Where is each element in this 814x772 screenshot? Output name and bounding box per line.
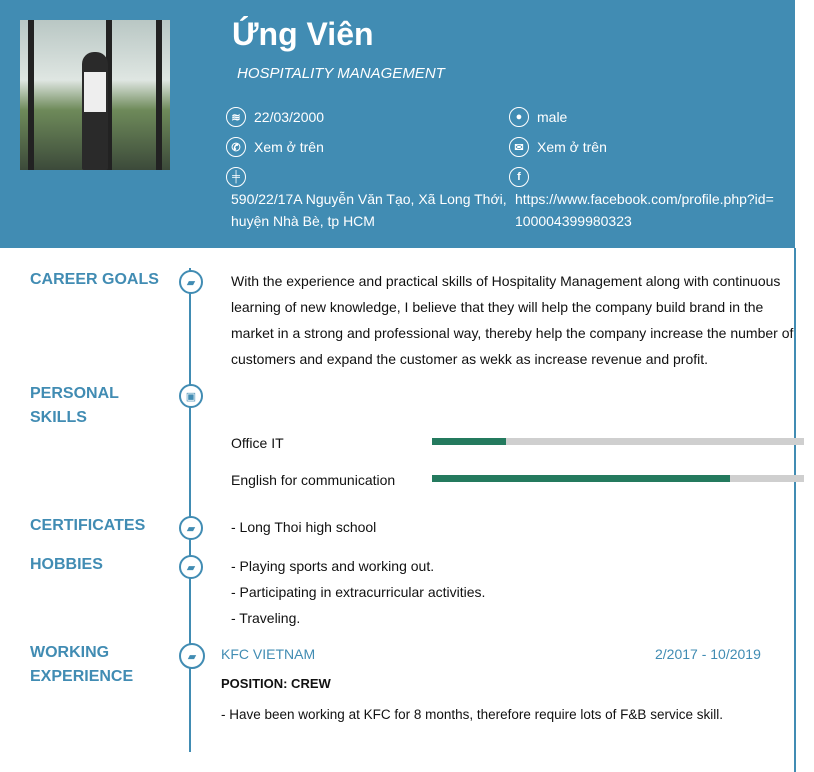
facebook-icon: f [509, 167, 529, 187]
book-icon: ▰ [179, 555, 203, 579]
personal-skills-heading: PERSONAL SKILLS [30, 385, 119, 426]
gender-info [509, 107, 567, 127]
hobby-item: - Traveling. [231, 610, 301, 626]
candidate-title: HOSPITALITY MANAGEMENT [237, 65, 445, 82]
position: POSITION: CREW [221, 676, 331, 691]
email-text: Xem ở trên [537, 139, 607, 155]
address-text: 590/22/17A Nguyễn Văn Tạo, Xã Long Thới, huyện Nhà Bè, tp HCM [231, 191, 507, 229]
skill-name: English for communication [231, 472, 396, 488]
phone-text: Xem ở trên [254, 139, 324, 155]
hobby-item: - Participating in extracurricular activities. [231, 584, 486, 600]
certificate-item: - Long Thoi high school [231, 519, 377, 535]
phone-info [226, 137, 324, 157]
skill-bar [432, 475, 804, 482]
candidate-name: Ứng Viên [232, 16, 374, 52]
birthday-info [226, 107, 324, 127]
hobby-item: - Playing sports and working out. [231, 558, 435, 574]
working-experience-heading: WORKING EXPERIENCE [30, 644, 134, 685]
cake-icon: ≋ [226, 107, 246, 127]
facebook-info [509, 167, 529, 187]
book-icon: ▰ [179, 516, 203, 540]
address-info [226, 167, 246, 187]
briefcase-icon: ▣ [179, 384, 203, 408]
certificates-heading: CERTIFICATES [30, 517, 146, 534]
skill-name: Office IT [231, 435, 284, 451]
book-icon: ▰ [179, 270, 203, 294]
gender-text: male [537, 109, 568, 125]
book-icon: ▰ [179, 643, 205, 669]
company-name: KFC VIETNAM [221, 646, 316, 662]
timeline-line [189, 268, 191, 752]
career-goals-heading: CAREER GOALS [30, 271, 159, 288]
envelope-icon: ✉ [509, 137, 529, 157]
signpost-icon: ╪ [226, 167, 246, 187]
phone-icon: ✆ [226, 137, 246, 157]
hobbies-heading: HOBBIES [30, 556, 103, 573]
email-info [509, 137, 607, 157]
work-period: 2/2017 - 10/2019 [655, 646, 761, 662]
facebook-link[interactable]: https://www.facebook.com/profile.php?id=100004399980323 [515, 191, 774, 229]
career-goals-text: With the experience and practical skills of Hospitality Management along with continuous learning of new knowledge, I believe that they will help the company build brand in the market in a strong and professional way, thereby help the company increase the number of customers and expand the customer as wekk as increase revenue and profit. [231, 273, 794, 367]
birthday-text: 22/03/2000 [254, 109, 325, 125]
skill-bar [432, 438, 804, 445]
user-icon: ● [509, 107, 529, 127]
work-description: - Have been working at KFC for 8 months, therefore require lots of F&B service skill. [221, 707, 723, 722]
profile-header [0, 0, 795, 248]
avatar-photo [20, 20, 170, 170]
